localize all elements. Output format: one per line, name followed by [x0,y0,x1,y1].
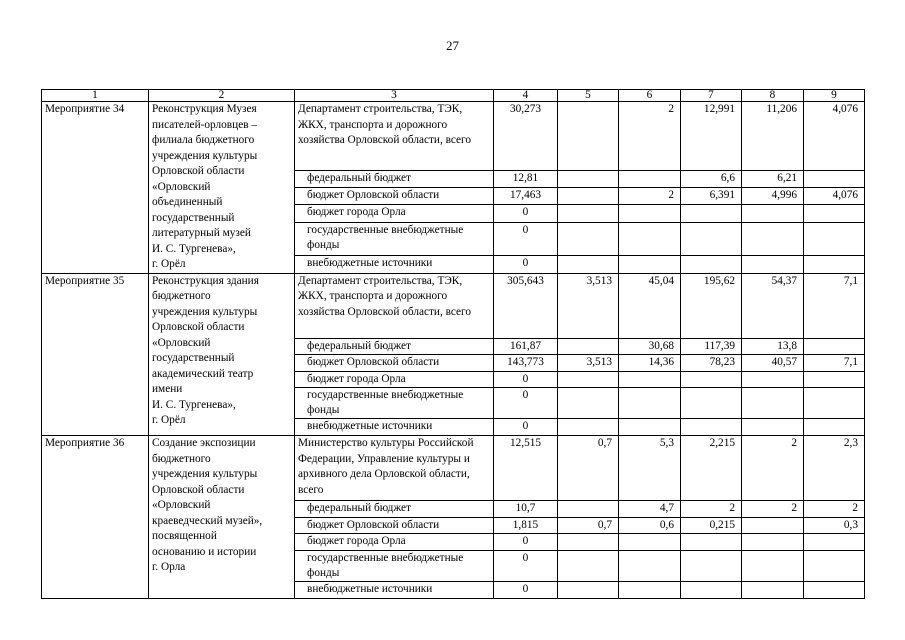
value-cell: 14,36 [619,355,681,372]
measure-name-line: учреждения культуры [152,468,258,480]
value-cell [804,371,865,388]
value-cell [804,255,865,273]
value-cell [742,581,804,598]
value-cell [681,550,742,581]
value-cell: 10,7 [494,501,558,518]
value-cell [619,371,681,388]
value-cell: 6,21 [742,170,804,187]
value-cell: 7,1 [804,273,865,338]
column-header: 6 [619,90,681,102]
measure-name-cell [149,102,295,274]
funding-source-cell: внебюджетные источники [295,255,494,273]
value-cell [619,534,681,551]
value-cell [681,419,742,436]
value-cell: 0 [494,419,558,436]
value-cell: 0,7 [558,436,619,501]
value-cell: 0 [494,255,558,273]
measure-name-line: Создание экспозиции [152,437,256,449]
value-cell [681,255,742,273]
value-cell [558,205,619,222]
table-row [42,436,865,501]
measure-name-line: государственный [152,352,235,364]
value-cell: 2 [804,501,865,518]
value-cell [742,255,804,273]
value-cell [558,338,619,355]
value-cell [558,581,619,598]
funding-table-container [41,89,865,599]
measure-name-cell [149,436,295,599]
value-cell [558,534,619,551]
measure-name-line: г. Орла [152,561,186,573]
measure-id-cell: Мероприятие 34 [42,102,149,274]
value-cell [619,222,681,255]
value-cell [619,419,681,436]
value-cell: 6,6 [681,170,742,187]
value-cell: 45,04 [619,273,681,338]
value-cell: 78,23 [681,355,742,372]
responsible-body-cell: Министерство культуры Российской Федерации, Управление культуры и архивного дела Орловской области, всего [295,436,494,501]
value-cell [681,371,742,388]
funding-source-cell: государственные внебюджетные фонды [295,550,494,581]
value-cell: 7,1 [804,355,865,372]
value-cell: 2 [742,501,804,518]
funding-source-cell: бюджет города Орла [295,205,494,222]
column-header: 7 [681,90,742,102]
value-cell [804,205,865,222]
measure-name-line: основанию и истории [152,545,257,558]
value-cell: 30,273 [494,102,558,171]
value-cell [804,388,865,419]
value-cell: 12,81 [494,170,558,187]
value-cell: 0,7 [558,517,619,534]
measure-name-line: И. С. Тургенева», [152,242,236,255]
value-cell [681,222,742,255]
value-cell: 13,8 [742,338,804,355]
measure-name-line: Орловской области [152,321,245,333]
value-cell [619,205,681,222]
measure-id-cell: Мероприятие 35 [42,273,149,436]
value-cell [619,255,681,273]
funding-source-cell: федеральный бюджет [295,338,494,355]
value-cell [558,255,619,273]
value-cell [804,534,865,551]
value-cell [619,388,681,419]
measure-name-line: академический театр [152,367,254,380]
value-cell [742,534,804,551]
value-cell [558,188,619,205]
value-cell: 11,206 [742,102,804,171]
measure-name-line: г. Орёл [152,414,186,426]
value-cell: 0 [494,205,558,222]
column-header: 9 [804,90,865,102]
value-cell [619,550,681,581]
value-cell: 2,215 [681,436,742,501]
value-cell: 117,39 [681,338,742,355]
funding-source-cell: федеральный бюджет [295,170,494,187]
value-cell: 0 [494,534,558,551]
value-cell [742,388,804,419]
value-cell [681,388,742,419]
value-cell [558,222,619,255]
measure-name-line: литературный музей [152,227,251,239]
value-cell: 40,57 [742,355,804,372]
value-cell [742,371,804,388]
value-cell [558,170,619,187]
measure-name-line: учреждения культуры [152,305,258,318]
value-cell: 1,815 [494,517,558,534]
funding-table [41,89,865,599]
value-cell: 0,215 [681,517,742,534]
value-cell [804,338,865,355]
measure-name-line: имени [152,383,183,395]
value-cell: 2 [619,102,681,171]
value-cell [804,222,865,255]
value-cell: 143,773 [494,355,558,372]
value-cell: 2 [742,436,804,501]
funding-source-cell: государственные внебюджетные фонды [295,388,494,419]
header-row [42,90,865,102]
value-cell: 2,3 [804,436,865,501]
measure-name-line: Реконструкция Музея [152,103,257,115]
funding-source-cell: внебюджетные источники [295,581,494,598]
funding-source-cell: бюджет Орловской области [295,355,494,372]
value-cell [804,170,865,187]
value-cell [558,550,619,581]
table-row [42,273,865,338]
measure-name-line: Орловской области [152,165,245,177]
column-header: 1 [42,90,149,102]
value-cell [742,550,804,581]
value-cell [742,419,804,436]
responsible-body-cell: Департамент строительства, ТЭК, ЖКХ, транспорта и дорожного хозяйства Орловской области, всего [295,102,494,171]
column-header: 8 [742,90,804,102]
value-cell: 3,513 [558,355,619,372]
value-cell [742,517,804,534]
value-cell: 2 [619,188,681,205]
value-cell [558,419,619,436]
funding-source-cell: бюджет города Орла [295,534,494,551]
measure-name-line: И. С. Тургенева», [152,398,236,411]
table-row [42,102,865,171]
measure-name-line: посвященной [152,530,217,542]
value-cell [681,581,742,598]
value-cell: 2 [681,501,742,518]
measure-name-line: государственный [152,211,235,224]
measure-name-line: объединенный [152,196,223,208]
measure-name-line: учреждения культуры [152,149,258,162]
value-cell: 12,991 [681,102,742,171]
value-cell: 54,37 [742,273,804,338]
measure-name-line: филиала бюджетного [152,134,255,146]
column-header: 4 [494,90,558,102]
value-cell [558,388,619,419]
value-cell: 0,3 [804,517,865,534]
measure-name-line: писателей-орловцев – [152,118,258,131]
measure-name-line: Реконструкция здания [152,274,259,287]
funding-source-cell: бюджет Орловской области [295,188,494,205]
value-cell [558,501,619,518]
value-cell: 0 [494,388,558,419]
value-cell: 12,515 [494,436,558,501]
value-cell: 0 [494,371,558,388]
measure-name-line: «Орловский [152,336,211,349]
measure-name-line: «Орловский [152,499,211,511]
value-cell [804,581,865,598]
value-cell: 30,68 [619,338,681,355]
value-cell: 4,7 [619,501,681,518]
column-header: 5 [558,90,619,102]
value-cell: 305,643 [494,273,558,338]
measure-name-cell [149,273,295,436]
value-cell: 0,6 [619,517,681,534]
measure-name-line: бюджетного [152,290,211,302]
column-header: 3 [295,90,494,102]
value-cell: 6,391 [681,188,742,205]
value-cell [681,534,742,551]
value-cell: 17,463 [494,188,558,205]
value-cell [681,205,742,222]
value-cell [558,371,619,388]
funding-source-cell: государственные внебюджетные фонды [295,222,494,255]
value-cell: 161,87 [494,338,558,355]
measure-name-line: бюджетного [152,452,211,465]
measure-name-line: «Орловский [152,180,211,193]
value-cell: 5,3 [619,436,681,501]
measure-name-line: краеведческий музей», [152,514,263,527]
value-cell [804,550,865,581]
measure-name-line: г. Орёл [152,258,186,270]
value-cell: 195,62 [681,273,742,338]
value-cell [742,205,804,222]
responsible-body-cell: Департамент строительства, ТЭК, ЖКХ, транспорта и дорожного хозяйства Орловской области, всего [295,273,494,338]
column-header: 2 [149,90,295,102]
value-cell [742,222,804,255]
measure-name-line: Орловской области [152,483,245,496]
value-cell: 3,513 [558,273,619,338]
value-cell [619,581,681,598]
value-cell [804,419,865,436]
funding-source-cell: внебюджетные источники [295,419,494,436]
value-cell: 4,076 [804,188,865,205]
value-cell: 0 [494,222,558,255]
value-cell: 0 [494,581,558,598]
funding-source-cell: бюджет города Орла [295,371,494,388]
value-cell: 4,076 [804,102,865,171]
funding-source-cell: бюджет Орловской области [295,517,494,534]
value-cell: 0 [494,550,558,581]
value-cell: 4,996 [742,188,804,205]
value-cell [558,102,619,171]
measure-id-cell: Мероприятие 36 [42,436,149,599]
value-cell [619,170,681,187]
funding-source-cell: федеральный бюджет [295,501,494,518]
page-number: 27 [446,38,459,53]
